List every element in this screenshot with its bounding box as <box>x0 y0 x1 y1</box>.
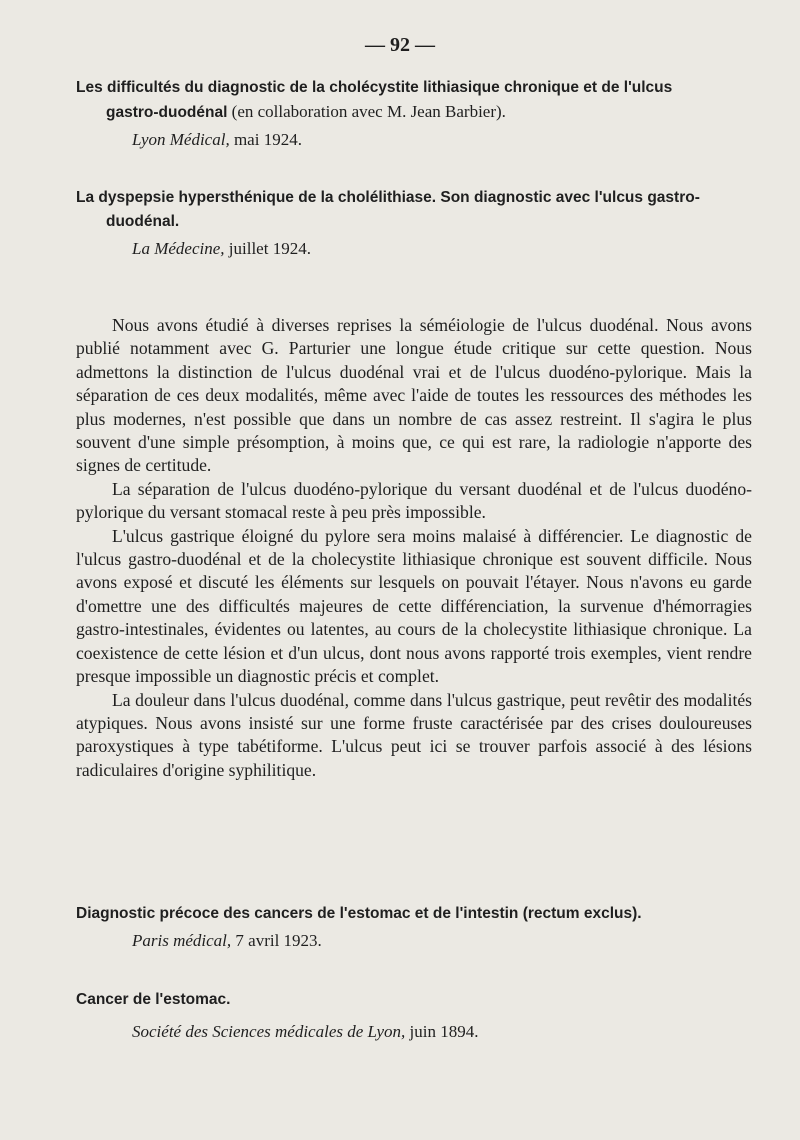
entry-title <box>76 76 758 125</box>
entry-title-continuation <box>76 100 758 125</box>
bibliography-entry <box>76 186 758 261</box>
entry-title-line: Les difficultés du diagnostic de la cholécystite lithiasique chronique et de l'ulcus <box>76 79 673 96</box>
entry-title: Cancer de l'estomac. <box>76 991 231 1008</box>
entry-title-line: La dyspepsie hypersthénique de la cholélithiase. Son diagnostic avec l'ulcus gastro- <box>76 189 700 206</box>
bibliography-entry <box>76 902 758 953</box>
entry-collaboration-note: (en collaboration avec M. Jean Barbier). <box>227 102 506 121</box>
publication-date: juin 1894. <box>405 1022 479 1041</box>
body-paragraph: La douleur dans l'ulcus duodénal, comme dans l'ulcus gastrique, peut revêtir des modalités atypiques. Nous avons insisté sur une forme fruste caractérisée par des crises douloureuses paroxystiques à type tabétiforme. L'ulcus peut ici se trouver parfois associé à des lésions radiculaires d'origine syphilitique. <box>76 689 752 780</box>
bibliography-entry <box>76 76 758 152</box>
entry-source <box>132 237 758 261</box>
body-paragraph: Nous avons étudié à diverses reprises la séméiologie de l'ulcus duodénal. Nous avons publié notamment avec G. Parturier une longue étude critique sur cette question. Nous admettons la distinction de l'ulcus duodénal vrai et de l'ulcus duodéno-pylorique. Mais la séparation de ces deux modalités, même avec l'aide de toutes les ressources des méthodes les plus modernes, n'est possible que dans un nombre de cas assez restreint. Il s'agira le plus souvent d'une simple présomption, à moins que, ce qui est rare, la radiologie n'apporte des signes de certitude. <box>76 315 752 476</box>
bibliography-entry <box>76 988 758 1044</box>
body-paragraph: L'ulcus gastrique éloigné du pylore sera moins malaisé à différencier. Le diagnostic de l'ulcus gastro-duodénal et de la cholecystite lithiasique chronique est souvent difficile. Nous avons exposé et discuté les éléments sur lesquels on pouvait l'étayer. Nous n'avons eu garde d'omettre une des difficultés majeures de cette différenciation, la survenue d'hémorragies gastro-intestinales, évidentes ou latentes, au cours de la cholecystite lithiasique chronique. La coexistence de cette lésion et d'un ulcus, dont nous avons rapporté trois exemples, vient rendre presque impossible un diagnostic précis et complet. <box>76 525 752 687</box>
journal-name: Société des Sciences médicales de Lyon, <box>132 1022 406 1041</box>
entry-source <box>132 1020 758 1044</box>
journal-name: La Médecine, <box>132 239 225 258</box>
publication-date: juillet 1924. <box>224 239 311 258</box>
body-paragraph: La séparation de l'ulcus duodéno-pylorique du versant duodénal et de l'ulcus duodéno-pylorique du versant stomacal reste à peu près impossible. <box>76 478 752 523</box>
entry-source <box>132 128 758 152</box>
abstract-body <box>76 314 752 782</box>
journal-name: Paris médical, <box>132 931 232 950</box>
entry-source <box>132 929 758 953</box>
page-number: — 92 — <box>365 34 435 56</box>
entry-title <box>76 186 758 234</box>
journal-name: Lyon Médical, <box>132 130 230 149</box>
publication-date: 7 avril 1923. <box>231 931 322 950</box>
entry-title-continuation: duodénal. <box>106 213 180 230</box>
entry-title: Diagnostic précoce des cancers de l'estomac et de l'intestin (rectum exclus). <box>76 905 642 922</box>
entry-title-line: gastro-duodénal <box>106 104 228 121</box>
publication-date: mai 1924. <box>229 130 302 149</box>
